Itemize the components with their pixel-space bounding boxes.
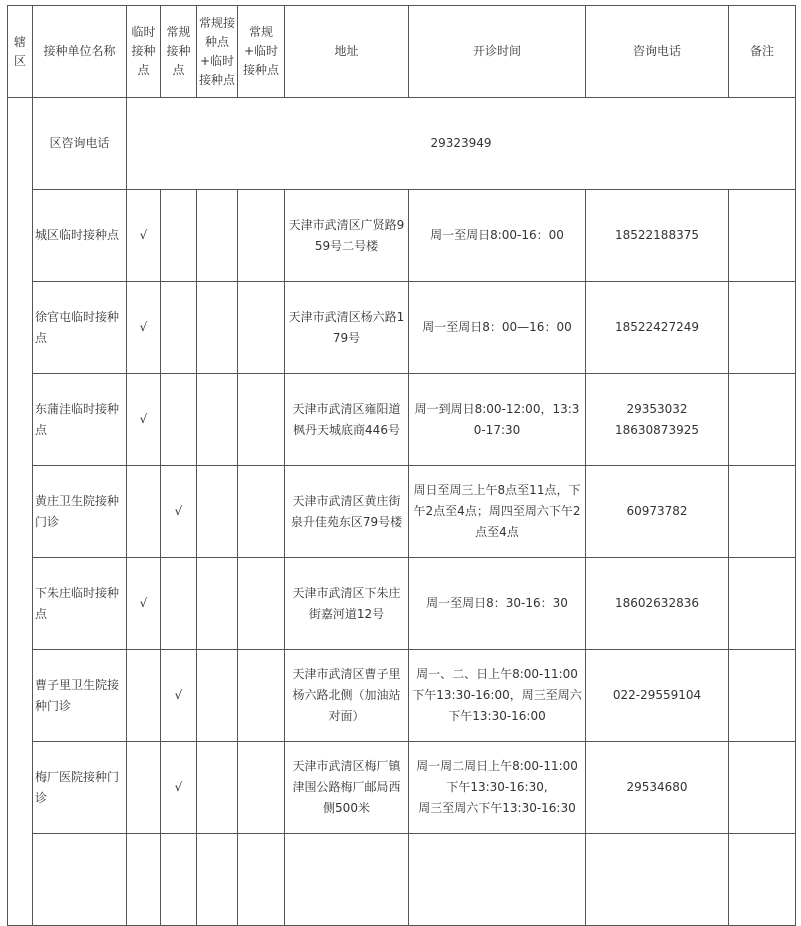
remarks [729, 282, 796, 374]
address: 天津市武清区杨六路179号 [285, 282, 409, 374]
regular-temporary-cell [197, 282, 238, 374]
remarks [729, 466, 796, 558]
temporary-check: √ [127, 282, 161, 374]
regular-temporary-2-cell [238, 466, 285, 558]
address: 天津市武清区黄庄街泉升佳苑东区79号楼 [285, 466, 409, 558]
header-address: 地址 [285, 6, 409, 98]
phone [586, 374, 729, 466]
regular-check: √ [161, 742, 197, 834]
regular-temporary-cell [197, 374, 238, 466]
header-hours: 开诊时间 [409, 6, 586, 98]
hours: 周一至周日8：00—16：00 [409, 282, 586, 374]
temporary-check [127, 466, 161, 558]
regular-temporary-2-cell [238, 742, 285, 834]
temporary-check: √ [127, 374, 161, 466]
regular-temporary-cell [197, 834, 238, 926]
regular-temporary-2-cell [238, 190, 285, 282]
temporary-check [127, 742, 161, 834]
hours-line-1: 周一周二周日上午8:00-11:00下午13:30-16:30, [416, 759, 578, 794]
regular-temporary-2-cell [238, 374, 285, 466]
consult-phone-row [8, 98, 796, 190]
table-row [8, 374, 796, 466]
unit-name: 梅厂医院接种门诊 [33, 742, 127, 834]
unit-name [33, 834, 127, 926]
remarks [729, 558, 796, 650]
address [285, 834, 409, 926]
regular-temporary-cell [197, 466, 238, 558]
phone: 60973782 [586, 466, 729, 558]
phone: 022-29559104 [586, 650, 729, 742]
vaccination-sites-table [7, 5, 796, 926]
hours: 周日至周三上午8点至11点，下午2点至4点；周四至周六下午2点至4点 [409, 466, 586, 558]
phone-line-2: 18630873925 [615, 422, 699, 437]
hours: 周一到周日8:00-12:00，13:30-17:30 [409, 374, 586, 466]
temporary-check: √ [127, 190, 161, 282]
unit-name: 曹子里卫生院接种门诊 [33, 650, 127, 742]
header-row [8, 6, 796, 98]
regular-temporary-cell [197, 190, 238, 282]
header-temporary: 临时接种点 [127, 6, 161, 98]
header-regular-temporary-2: 常规+临时接种点 [238, 6, 285, 98]
remarks [729, 742, 796, 834]
address: 天津市武清区雍阳道枫丹天城底商446号 [285, 374, 409, 466]
header-unit-name: 接种单位名称 [33, 6, 127, 98]
phone: 29534680 [586, 742, 729, 834]
address: 天津市武清区下朱庄街嘉河道12号 [285, 558, 409, 650]
table-row [8, 466, 796, 558]
header-remarks: 备注 [729, 6, 796, 98]
table-row [8, 650, 796, 742]
table-row [8, 190, 796, 282]
regular-check [161, 282, 197, 374]
regular-temporary-cell [197, 650, 238, 742]
header-phone: 咨询电话 [586, 6, 729, 98]
regular-temporary-cell [197, 558, 238, 650]
district-cell [8, 98, 33, 926]
phone: 18602632836 [586, 558, 729, 650]
table-row-partial [8, 834, 796, 926]
remarks [729, 834, 796, 926]
unit-name: 徐官屯临时接种点 [33, 282, 127, 374]
regular-temporary-2-cell [238, 282, 285, 374]
header-regular-temporary: 常规接种点+临时接种点 [197, 6, 238, 98]
consult-label: 区咨询电话 [33, 98, 127, 190]
hours: 周一、二、日上午8:00-11:00下午13:30-16:00，周三至周六下午13:30-16:00 [409, 650, 586, 742]
hours: 周一至周日8:00-16：00 [409, 190, 586, 282]
address: 天津市武清区广贤路959号二号楼 [285, 190, 409, 282]
unit-name: 东蒲洼临时接种点 [33, 374, 127, 466]
hours: 周一至周日8：30-16：30 [409, 558, 586, 650]
unit-name: 城区临时接种点 [33, 190, 127, 282]
regular-temporary-cell [197, 742, 238, 834]
regular-check: √ [161, 466, 197, 558]
regular-temporary-2-cell [238, 834, 285, 926]
header-regular: 常规接种点 [161, 6, 197, 98]
phone: 18522427249 [586, 282, 729, 374]
phone: 18522188375 [586, 190, 729, 282]
regular-check [161, 834, 197, 926]
unit-name: 黄庄卫生院接种门诊 [33, 466, 127, 558]
phone [586, 834, 729, 926]
remarks [729, 190, 796, 282]
table-row [8, 742, 796, 834]
table-row [8, 282, 796, 374]
header-district: 辖区 [8, 6, 33, 98]
hours-line-2: 周三至周六下午13:30-16:30 [418, 801, 576, 815]
regular-check [161, 190, 197, 282]
temporary-check [127, 834, 161, 926]
hours [409, 742, 586, 834]
regular-check: √ [161, 650, 197, 742]
address: 天津市武清区梅厂镇津围公路梅厂邮局西侧500米 [285, 742, 409, 834]
regular-check [161, 374, 197, 466]
phone-line-1: 29353032 [626, 401, 688, 416]
regular-check [161, 558, 197, 650]
temporary-check [127, 650, 161, 742]
hours [409, 834, 586, 926]
unit-name: 下朱庄临时接种点 [33, 558, 127, 650]
regular-temporary-2-cell [238, 558, 285, 650]
table-row [8, 558, 796, 650]
temporary-check: √ [127, 558, 161, 650]
consult-phone: 29323949 [127, 98, 796, 190]
address: 天津市武清区曹子里杨六路北侧（加油站对面） [285, 650, 409, 742]
remarks [729, 650, 796, 742]
regular-temporary-2-cell [238, 650, 285, 742]
remarks [729, 374, 796, 466]
